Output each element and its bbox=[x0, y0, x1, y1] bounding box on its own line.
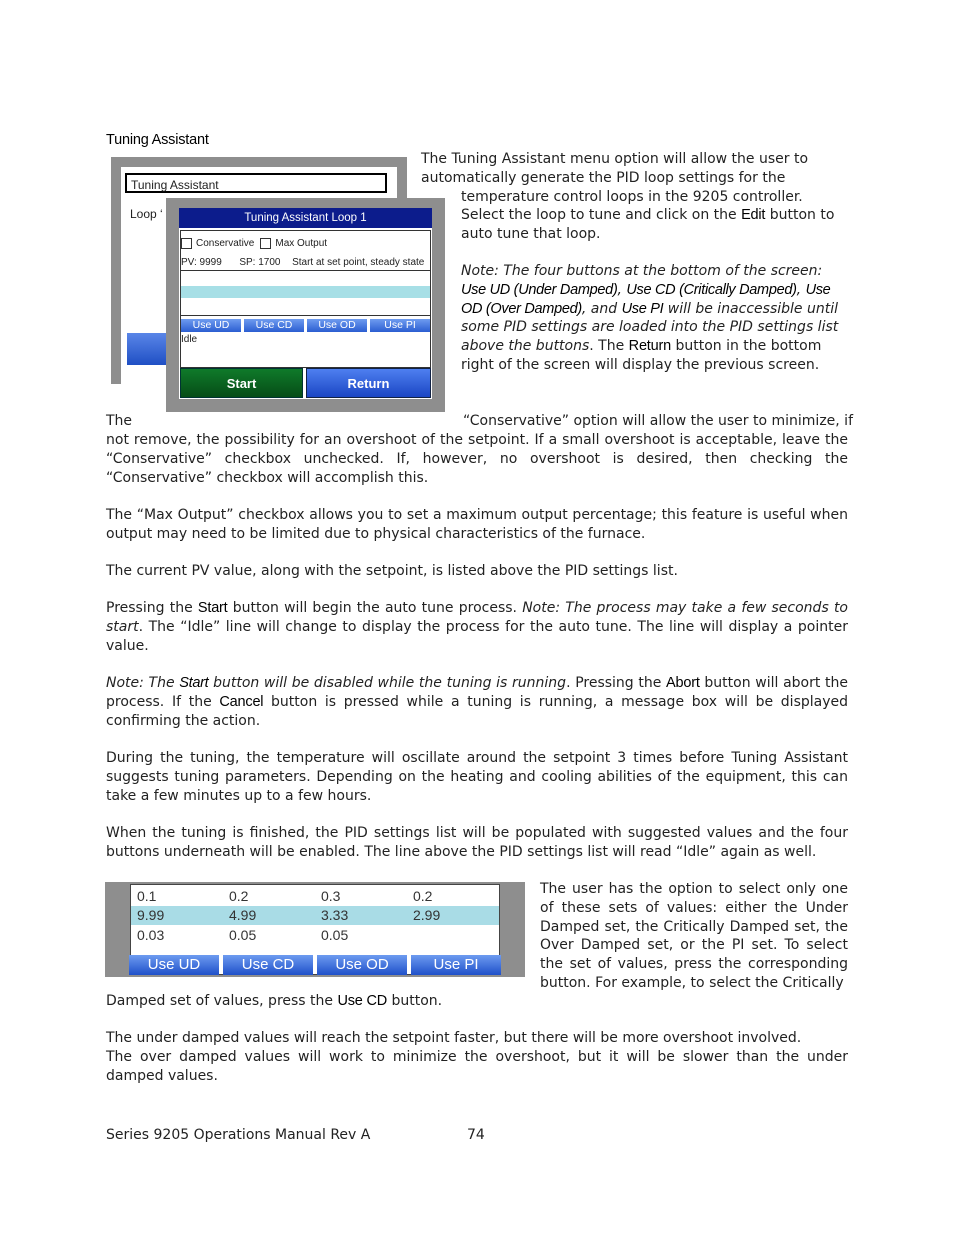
loop-dialog-title: Tuning Assistant Loop 1 bbox=[179, 208, 432, 228]
over-damped-paragraph: The over damped values will work to minimize the overshoot, but it will be slower than the under damped values. bbox=[106, 1049, 848, 1084]
sp-value: SP: 1700 bbox=[239, 257, 281, 268]
back-window-title: Tuning Assistant bbox=[125, 173, 387, 193]
use-cd-button[interactable]: Use CD bbox=[223, 955, 313, 975]
checkbox-row bbox=[181, 238, 327, 249]
use-ud-button[interactable]: Use UD bbox=[181, 319, 241, 332]
select-paragraph-tail: Damped set of values, press the Use CD button. bbox=[106, 993, 443, 1009]
start-keyword-italic: Start bbox=[179, 675, 209, 691]
intro-line: temperature control loops in the 9205 controller. bbox=[461, 188, 803, 205]
footer-title: Series 9205 Operations Manual Rev A bbox=[106, 1127, 371, 1143]
tuning-status: Start at set point, steady state bbox=[292, 257, 425, 268]
pv-value: PV: 9999 bbox=[181, 257, 222, 268]
loop-dialog bbox=[166, 198, 445, 412]
start-keyword: Start bbox=[197, 600, 228, 616]
finished-paragraph: When the tuning is finished, the PID settings list will be populated with suggested values and the four buttons underneath will be enabled. The line above the PID settings list will read “Idle” again as well. bbox=[106, 825, 848, 860]
tuning-assistant-screenshot bbox=[111, 157, 425, 391]
use-od-button[interactable]: Use OD bbox=[307, 319, 367, 332]
abort-keyword: Abort bbox=[666, 675, 700, 691]
use-cd-keyword: Use CD (Critically Damped) bbox=[626, 281, 797, 298]
use-ud-keyword: Use UD (Under Damped) bbox=[461, 281, 618, 298]
select-paragraph-side: The user has the option to select only one of these sets of values: either the Under Damped set, the Critically Damped set, the Over Damped set, or the PI set. To select the set of values, press the corresponding button. For example, to select the Critically bbox=[540, 881, 848, 991]
cancel-keyword: Cancel bbox=[219, 693, 264, 710]
conservative-checkbox[interactable] bbox=[181, 238, 192, 249]
use-buttons-row-2 bbox=[129, 955, 501, 975]
edit-keyword: Edit bbox=[741, 207, 766, 224]
intro-line: auto tune that loop. bbox=[461, 226, 601, 243]
return-button[interactable]: Return bbox=[306, 368, 431, 398]
start-button[interactable]: Start bbox=[180, 368, 303, 398]
intro-line: Select the loop to tune and click on the Edit button to bbox=[461, 207, 835, 224]
conservative-paragraph: not remove, the possibility for an overshoot of the setpoint. If a small overshoot is acceptable, leave the “Conservative” checkbox unchecked. If, however, no overshoot is desired, then checking the “Conservative” checkbox will accomplish this. bbox=[106, 432, 848, 486]
note-paragraph: Note: The four buttons at the bottom of the screen: Use UD (Under Damped), Use CD (Critically Damped), Use OD (Over Damped), and Use PI will be inaccessible until some PID settings are loaded into the PID settings list above the buttons. The Return button in the bottom right of the screen will display the previous screen. bbox=[461, 263, 839, 373]
use-od-button[interactable]: Use OD bbox=[317, 955, 407, 975]
use-pi-keyword: Use PI bbox=[621, 300, 664, 317]
page-number: 74 bbox=[467, 1127, 485, 1143]
use-cd-button[interactable]: Use CD bbox=[244, 319, 304, 332]
pid-values-screenshot bbox=[105, 882, 525, 977]
intro-line: automatically generate the PID loop settings for the bbox=[421, 169, 786, 186]
use-od-keyword: Use OD (Over Damped) bbox=[461, 281, 831, 317]
intro-line: The Tuning Assistant menu option will allow the user to bbox=[421, 151, 809, 167]
use-pi-button[interactable]: Use PI bbox=[411, 955, 501, 975]
back-window-button bbox=[127, 333, 167, 365]
conservative-line1: “Conservative” option will allow the user to minimize, if bbox=[463, 413, 854, 429]
max-output-label: Max Output bbox=[275, 238, 328, 249]
conservative-label: Conservative bbox=[196, 238, 255, 249]
conservative-the: The bbox=[106, 413, 133, 429]
during-tuning-paragraph: During the tuning, the temperature will oscillate around the setpoint 3 times before Tuning Assistant suggests tuning parameters. Depending on the heating and cooling abilities of the equipment, this can take a few minutes up to a few hours. bbox=[106, 750, 848, 804]
back-window-loop-label: Loop ‘ bbox=[130, 207, 163, 221]
list-item[interactable]: 9.99 4.99 3.33 2.99 bbox=[131, 906, 499, 925]
max-output-paragraph: The “Max Output” checkbox allows you to set a maximum output percentage; this feature is useful when output may need to be limited due to physical characteristics of the furnace. bbox=[106, 507, 848, 542]
abort-paragraph: Note: The Start button will be disabled while the tuning is running. Pressing the Abort button will abort the process. If the Cancel button is pressed while a tuning is running, a message box will be displayed confirming the action. bbox=[106, 675, 849, 729]
use-buttons-row bbox=[181, 319, 430, 332]
return-keyword: Return bbox=[628, 338, 671, 355]
intro-paragraph bbox=[421, 150, 834, 244]
use-cd-keyword: Use CD bbox=[337, 993, 388, 1009]
max-output-checkbox[interactable] bbox=[260, 238, 271, 249]
pid-settings-list bbox=[181, 286, 430, 298]
under-damped-paragraph: The under damped values will reach the setpoint faster, but there will be more overshoot involved. bbox=[106, 1030, 802, 1046]
idle-status: Idle bbox=[181, 334, 198, 345]
use-pi-button[interactable]: Use PI bbox=[370, 319, 430, 332]
list-item[interactable]: 0.03 0.05 0.05 bbox=[137, 927, 349, 943]
section-heading: Tuning Assistant bbox=[106, 132, 209, 148]
pv-sp-status-row bbox=[181, 257, 424, 268]
use-ud-button[interactable]: Use UD bbox=[129, 955, 219, 975]
start-paragraph: Pressing the Start button will begin the auto tune process. Note: The process may take a few seconds to start. The “Idle” line will change to display the process for the auto tune. The line will display a pointer value. bbox=[106, 600, 848, 654]
list-item[interactable]: 0.1 0.2 0.3 0.2 bbox=[137, 888, 433, 904]
pv-paragraph: The current PV value, along with the setpoint, is listed above the PID settings list. bbox=[106, 563, 678, 579]
